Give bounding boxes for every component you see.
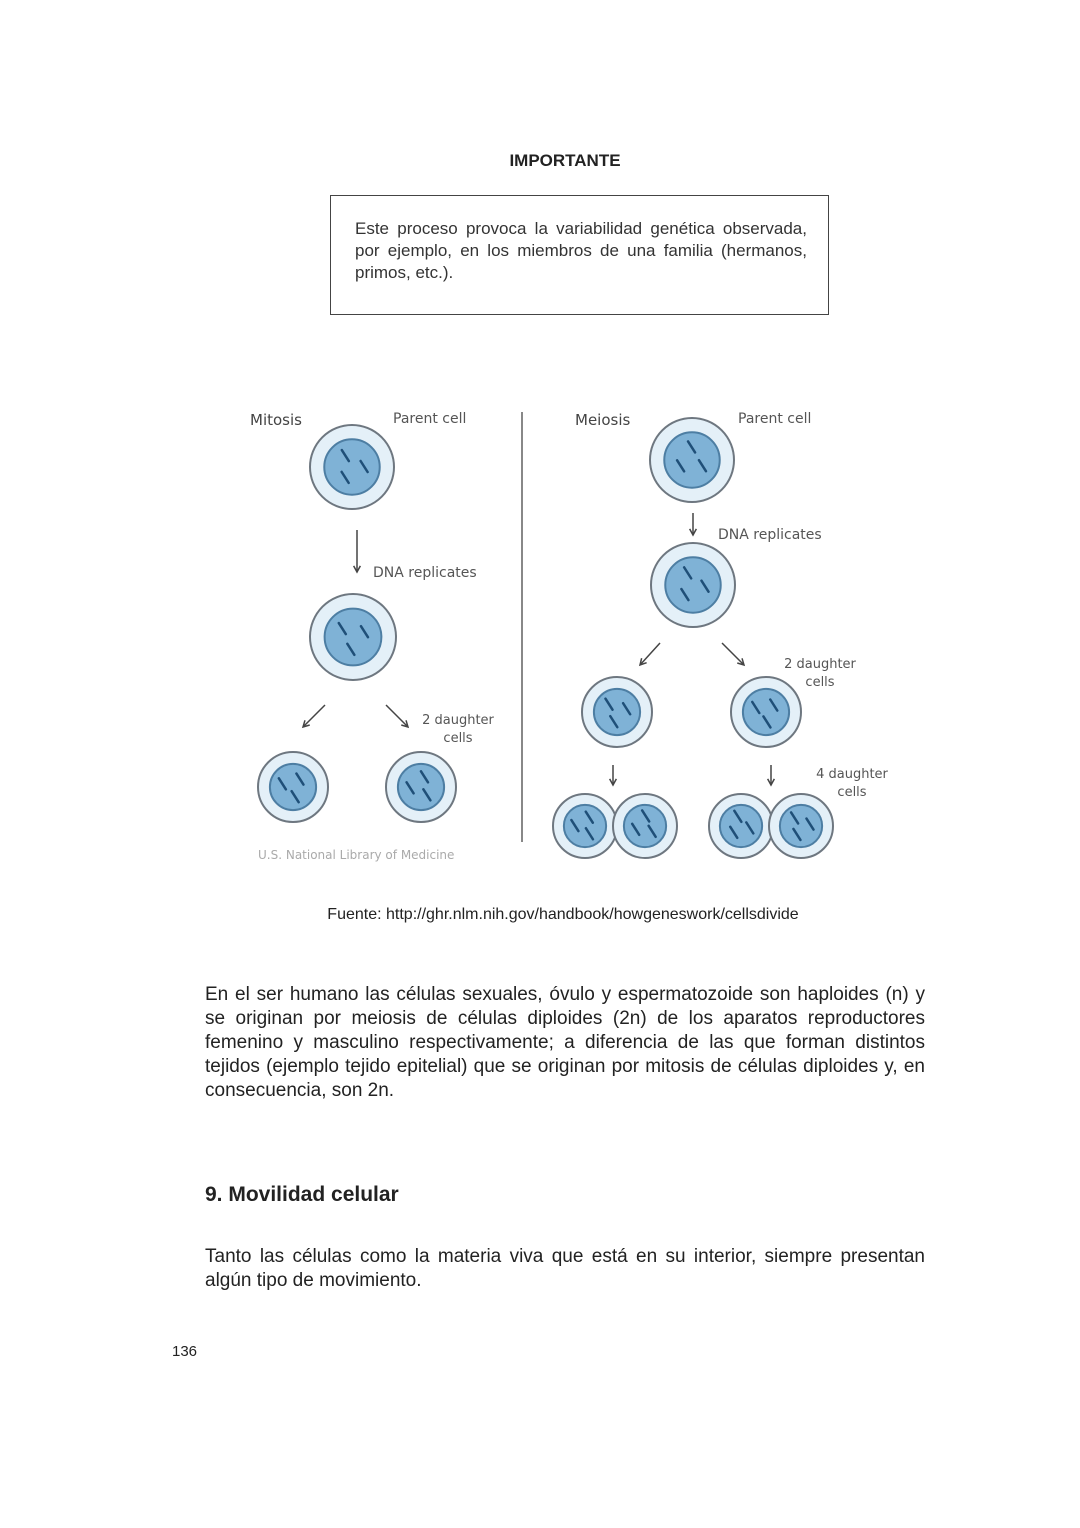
arrow-icon	[610, 765, 617, 785]
cell-nucleus	[325, 609, 382, 666]
dna-replicates-label: DNA replicates	[718, 527, 822, 543]
cell	[386, 752, 456, 822]
cell	[650, 418, 734, 502]
arrow-icon	[386, 705, 408, 727]
two-daughter-label: 2 daughter cells	[784, 657, 856, 690]
arrow-icon	[303, 705, 325, 727]
cell	[310, 425, 394, 509]
cell	[258, 752, 328, 822]
body-paragraph: En el ser humano las células sexuales, óvulo y espermatozoide son haploides (n) y se originan por meiosis de células diploides (2n) de los aparatos reproductores femenino y masculino respectivamente; a diferencia de las que forman distintos tejidos (ejemplo tejido epitelial) que se originan por mitosis de células diploides y, en consecuencia, son 2n.	[205, 984, 925, 1101]
cell	[613, 794, 677, 858]
four-daughter-label: 4 daughter cells	[816, 767, 888, 800]
cell	[310, 594, 396, 680]
page-number: 136	[172, 1343, 198, 1360]
meiosis-label: Meiosis	[575, 411, 631, 429]
cell-nucleus	[743, 689, 789, 735]
cell	[582, 677, 652, 747]
section-paragraph: Tanto las células como la materia viva que está en su interior, siempre presentan algún tipo de movimiento.	[205, 1246, 925, 1291]
cell-nucleus	[665, 557, 720, 612]
cell-nucleus	[720, 805, 762, 847]
important-text: Este proceso provoca la variabilidad genética observada, por ejemplo, en los miembros de una familia (hermanos, primos, etc.).	[355, 219, 807, 282]
arrow-icon	[768, 765, 775, 785]
important-heading: IMPORTANTE	[509, 151, 621, 170]
cell-nucleus	[324, 439, 379, 494]
parent-cell-label: Parent cell	[393, 411, 467, 427]
dna-replicates-label: DNA replicates	[373, 565, 477, 581]
cell	[553, 794, 617, 858]
cell	[709, 794, 773, 858]
cell-nucleus	[270, 764, 316, 810]
section-heading: 9. Movilidad celular	[205, 1183, 399, 1206]
mitosis-label: Mitosis	[250, 411, 302, 429]
parent-cell-label: Parent cell	[738, 411, 812, 427]
two-daughter-label: 2 daughter cells	[422, 713, 494, 746]
arrow-icon	[722, 643, 744, 665]
arrow-icon	[640, 643, 660, 665]
cell	[651, 543, 735, 627]
arrow-icon	[690, 513, 697, 535]
cell-nucleus	[664, 432, 719, 487]
source-caption: Fuente: http://ghr.nlm.nih.gov/handbook/howgeneswork/cellsdivide	[327, 906, 799, 923]
cell-nucleus	[624, 805, 666, 847]
cell	[769, 794, 833, 858]
credit-label: U.S. National Library of Medicine	[258, 848, 455, 862]
arrow-icon	[354, 530, 361, 572]
